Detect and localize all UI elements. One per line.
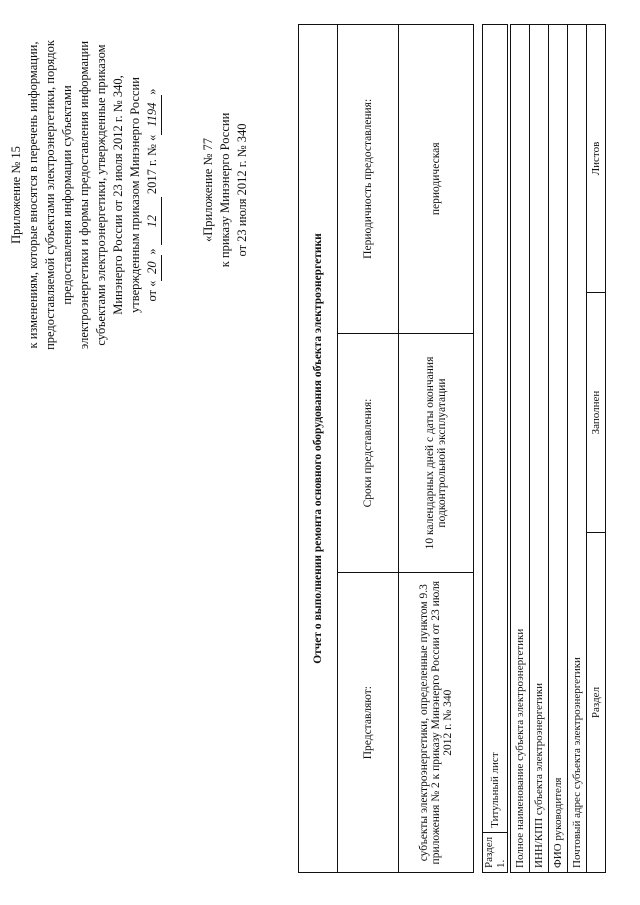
field-full-name: Полное наименование субъекта электроэнергетики <box>511 25 530 873</box>
col-deadline-header: Сроки представления: <box>338 333 399 573</box>
submitters-value: субъекты электроэнергетики, определенные пунктом 9.3 приложения № 2 к приказу Минэнерго России от 23 июля 2012 г. № 340 <box>399 573 474 873</box>
order-mid: » <box>145 248 159 255</box>
section-header-table <box>482 24 508 873</box>
appendix-15-line: предоставляемой субъектами электроэнергетики, порядок <box>43 40 57 350</box>
appendix-15-line: электроэнергетики и формы предоставления информации <box>77 40 91 350</box>
frequency-value: периодическая <box>399 25 474 334</box>
order-month: 12 <box>144 197 162 245</box>
order-date-line <box>144 5 162 385</box>
appendix-15-line: к изменениям, которые вносятся в перечень информации, <box>26 41 40 349</box>
section-number: Раздел 1. <box>483 832 508 872</box>
appendix-15-header <box>8 5 162 385</box>
deadline-value: 10 календарных дней с даты окончания подконтрольной эксплуатации <box>399 333 474 573</box>
appendix-15-title: Приложение № 15 <box>9 146 23 244</box>
appendix-15-line: Минэнерго России от 23 июля 2012 г. № 340, <box>111 75 125 315</box>
field-postal-address: Почтовый адрес субъекта электроэнергетики <box>568 25 587 873</box>
appendix-15-line: предоставления информации субъектами <box>60 85 74 305</box>
appendix-15-line: субъектами электроэнергетики, утвержденные приказом <box>94 44 108 346</box>
title-sheet-fields-table <box>510 24 606 873</box>
field-inn-kpp: ИНН/КПП субъекта электроэнергетики <box>530 25 549 873</box>
report-title: Отчет о выполнении ремонта основного оборудования объекта электроэнергетики <box>299 25 338 873</box>
order-prefix: от « <box>145 280 159 302</box>
col-sheets: Листов <box>587 25 606 293</box>
appendix-77-line: от 23 июля 2012 г. № 340 <box>235 123 249 257</box>
order-number: 1194 <box>144 95 162 135</box>
appendix-77-title: «Приложение № 77 <box>201 137 215 243</box>
order-end: » <box>145 88 159 95</box>
col-submitters-header: Представляют: <box>338 573 399 873</box>
col-filled: Заполнен <box>587 293 606 533</box>
order-year: 2017 г. № « <box>145 134 159 195</box>
section-title: Титульный лист <box>483 25 508 833</box>
appendix-15-line: утвержденным приказом Минэнерго России <box>128 77 142 313</box>
col-frequency-header: Периодичность предоставления: <box>338 25 399 334</box>
order-day: 20 <box>144 255 162 281</box>
appendix-77-header <box>200 70 251 310</box>
report-info-table <box>298 24 474 873</box>
field-head-name: ФИО руководителя <box>549 25 568 873</box>
col-section: Раздел <box>587 533 606 873</box>
appendix-77-line: к приказу Минэнерго России <box>218 112 232 268</box>
